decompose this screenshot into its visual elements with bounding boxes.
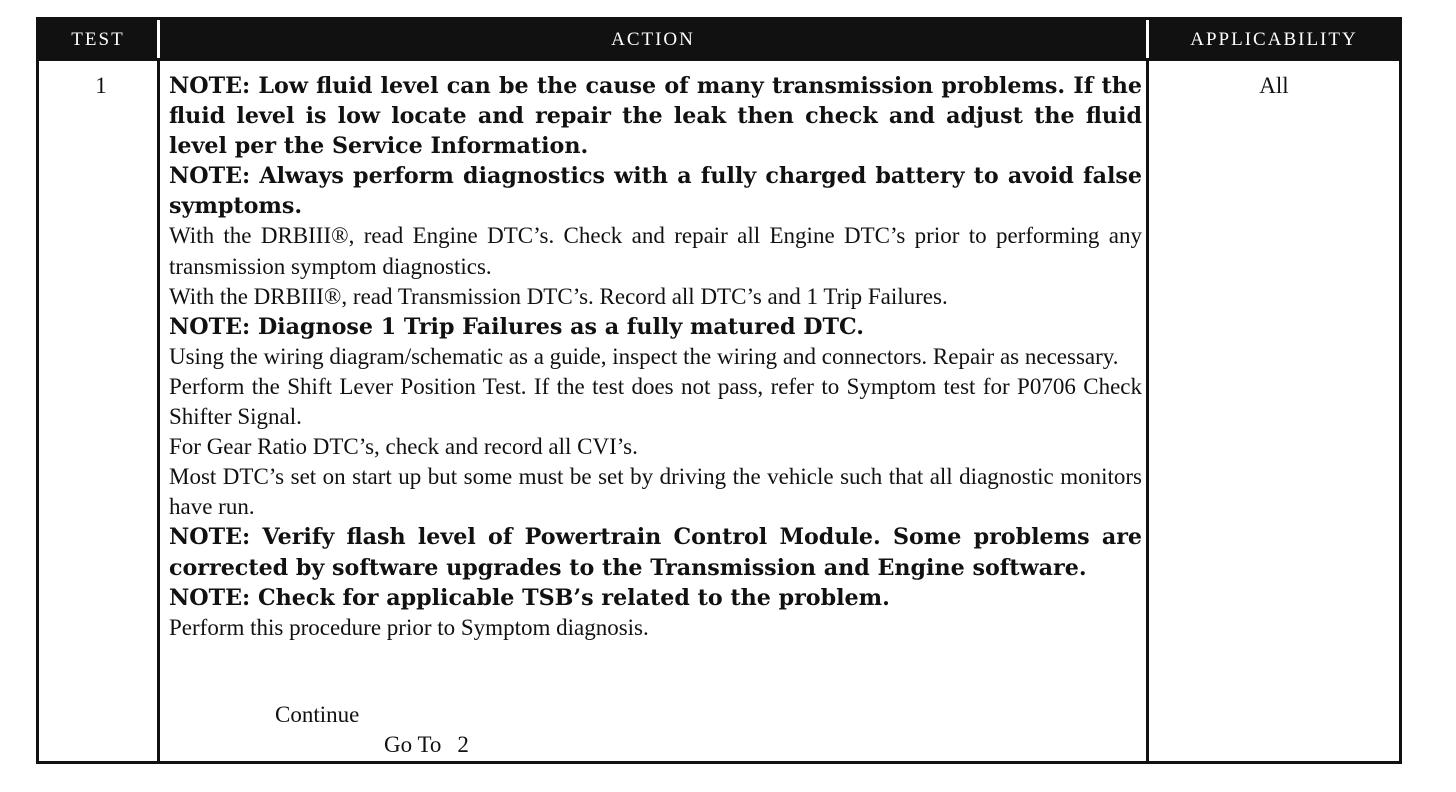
note-paragraph: NOTE: Always perform diagnostics with a fully charged battery to avoid false symptoms. [169, 163, 1142, 220]
table-row [39, 58, 1399, 761]
outcome-continue-label: Continue [275, 702, 360, 727]
goto-label: Go To [384, 732, 442, 757]
goto-instruction [384, 732, 469, 758]
table-header-row [39, 20, 1399, 58]
applicability-value: All [1259, 73, 1289, 98]
note-paragraph: NOTE: Verify flash level of Powertrain Control Module. Some problems are corrected by software upgrades to the Transmission and Engine software. [169, 524, 1142, 581]
instruction-paragraph: Most DTC’s set on start up but some must be set by driving the vehicle such that all diagnostic monitors have run. [169, 464, 1142, 520]
column-divider [157, 61, 160, 761]
goto-target-link[interactable]: 2 [457, 732, 469, 757]
action-text [169, 71, 1142, 643]
instruction-paragraph: With the DRBIII®, read Engine DTC’s. Check and repair all Engine DTC’s prior to performing any transmission symptom diagnostics. [169, 223, 1142, 279]
diagnostic-test-table [36, 17, 1402, 764]
note-paragraph: NOTE: Diagnose 1 Trip Failures as a fully matured DTC. [169, 313, 864, 340]
test-number: 1 [95, 73, 107, 98]
instruction-paragraph: Perform the Shift Lever Position Test. If the test does not pass, refer to Symptom test for P0706 Check Shifter Signal. [169, 373, 1142, 430]
note-paragraph: NOTE: Low fluid level can be the cause of many transmission problems. If the fluid level is low locate and repair the leak then check and adjust the fluid level per the Service Information. [169, 73, 1142, 160]
header-applicability: APPLICABILITY [1190, 29, 1358, 50]
instruction-paragraph: With the DRBIII®, read Transmission DTC’s. Record all DTC’s and 1 Trip Failures. [169, 283, 948, 309]
instruction-paragraph: Using the wiring diagram/schematic as a guide, inspect the wiring and connectors. Repair as necessary. [169, 343, 1119, 369]
instruction-paragraph: For Gear Ratio DTC’s, check and record all CVI’s. [169, 434, 638, 460]
instruction-paragraph: Perform this procedure prior to Symptom diagnosis. [169, 614, 649, 640]
column-divider [1146, 61, 1149, 761]
header-test: TEST [71, 29, 125, 50]
header-action: ACTION [611, 29, 695, 50]
note-paragraph: NOTE: Check for applicable TSB’s related to the problem. [169, 584, 890, 611]
